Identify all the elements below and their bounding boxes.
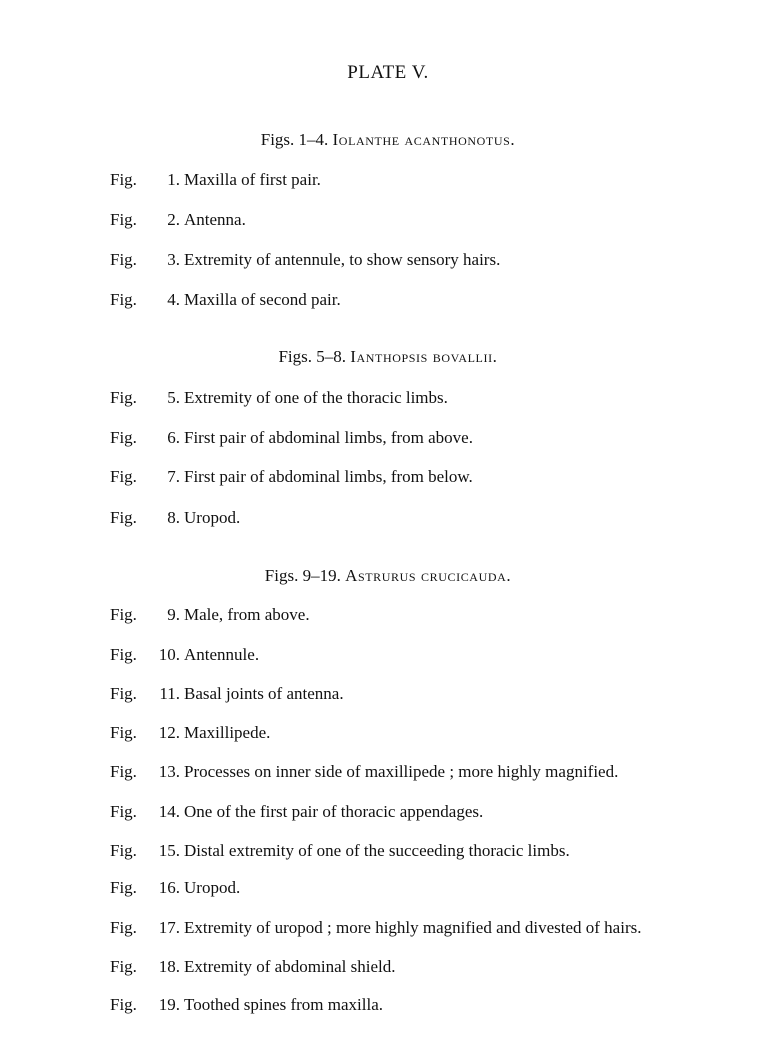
fig-number: 1. xyxy=(167,170,180,189)
fig-caption: Basal joints of antenna. xyxy=(184,684,344,703)
fig-number: 18. xyxy=(158,957,180,976)
fig-caption: Toothed spines from maxilla. xyxy=(184,995,383,1014)
fig-label: Fig. xyxy=(110,762,137,781)
fig-caption: Extremity of antennule, to show sensory hairs. xyxy=(184,250,501,269)
fig-number: 3. xyxy=(167,250,180,269)
fig-caption: Uropod. xyxy=(184,878,241,897)
fig-label: Fig. xyxy=(110,918,137,937)
figure-caption-row xyxy=(110,995,383,1015)
fig-caption: Extremity of uropod ; more highly magnified and divested of hairs. xyxy=(184,918,642,937)
fig-caption: One of the first pair of thoracic appendages. xyxy=(184,802,484,821)
figure-caption-row xyxy=(110,957,396,977)
fig-number: 15. xyxy=(158,841,180,860)
figure-caption-row xyxy=(110,428,473,448)
fig-label: Fig. xyxy=(110,957,137,976)
fig-number: 19. xyxy=(158,995,180,1014)
fig-caption: Antenna. xyxy=(184,210,246,229)
figure-caption-row xyxy=(110,210,246,230)
section-heading-3 xyxy=(0,566,776,586)
figure-caption-row xyxy=(110,841,570,861)
figure-caption-row xyxy=(110,508,240,528)
section-figs-label: Figs. 9–19. xyxy=(264,566,341,585)
fig-caption: Maxilla of second pair. xyxy=(184,290,341,309)
figure-caption-row xyxy=(110,878,240,898)
section-figs-label: Figs. 1–4. xyxy=(260,130,329,149)
section-species-name: Iolanthe acanthonotus. xyxy=(332,130,516,149)
fig-label: Fig. xyxy=(110,841,137,860)
fig-caption: First pair of abdominal limbs, from below. xyxy=(184,467,473,486)
section-heading-1 xyxy=(0,130,776,150)
fig-number: 5. xyxy=(167,388,180,407)
fig-caption: Extremity of abdominal shield. xyxy=(184,957,396,976)
fig-caption: Distal extremity of one of the succeeding thoracic limbs. xyxy=(184,841,570,860)
figure-caption-row xyxy=(110,290,341,310)
fig-label: Fig. xyxy=(110,250,137,269)
fig-label: Fig. xyxy=(110,388,137,407)
figure-caption-row xyxy=(110,605,310,625)
fig-caption: Maxilla of first pair. xyxy=(184,170,321,189)
fig-number: 11. xyxy=(159,684,180,703)
figure-caption-row xyxy=(110,918,641,938)
fig-label: Fig. xyxy=(110,290,137,309)
fig-number: 2. xyxy=(167,210,180,229)
section-figs-label: Figs. 5–8. xyxy=(278,347,346,366)
figure-caption-row xyxy=(110,250,500,270)
section-heading-2 xyxy=(0,347,776,367)
figure-caption-row xyxy=(110,467,473,487)
fig-label: Fig. xyxy=(110,995,137,1014)
fig-caption: Maxillipede. xyxy=(184,723,271,742)
fig-number: 13. xyxy=(158,762,180,781)
fig-caption: Uropod. xyxy=(184,508,241,527)
fig-label: Fig. xyxy=(110,428,137,447)
fig-caption: Male, from above. xyxy=(184,605,310,624)
fig-label: Fig. xyxy=(110,170,137,189)
fig-number: 4. xyxy=(167,290,180,309)
fig-number: 12. xyxy=(158,723,180,742)
fig-label: Fig. xyxy=(110,645,137,664)
fig-label: Fig. xyxy=(110,210,137,229)
fig-caption: Antennule. xyxy=(184,645,260,664)
fig-number: 8. xyxy=(167,508,180,527)
section-species-name: Ianthopsis bovallii. xyxy=(350,347,498,366)
fig-number: 7. xyxy=(167,467,180,486)
fig-number: 16. xyxy=(158,878,180,897)
figure-caption-row xyxy=(110,802,483,822)
figure-caption-row xyxy=(110,723,270,743)
fig-label: Fig. xyxy=(110,723,137,742)
fig-label: Fig. xyxy=(110,878,137,897)
fig-label: Fig. xyxy=(110,467,137,486)
fig-label: Fig. xyxy=(110,802,137,821)
fig-number: 6. xyxy=(167,428,180,447)
figure-caption-row xyxy=(110,645,259,665)
section-species-name: Astrurus crucicauda. xyxy=(345,566,512,585)
fig-caption: First pair of abdominal limbs, from above. xyxy=(184,428,473,447)
figure-caption-row xyxy=(110,684,344,704)
fig-label: Fig. xyxy=(110,684,137,703)
fig-number: 10. xyxy=(158,645,180,664)
fig-label: Fig. xyxy=(110,605,137,624)
fig-caption: Processes on inner side of maxillipede ; more highly magnified. xyxy=(184,762,619,781)
fig-number: 9. xyxy=(167,605,180,624)
figure-caption-row xyxy=(110,388,448,408)
fig-caption: Extremity of one of the thoracic limbs. xyxy=(184,388,448,407)
figure-caption-row xyxy=(110,762,618,782)
fig-number: 14. xyxy=(158,802,180,821)
fig-label: Fig. xyxy=(110,508,137,527)
figure-caption-row xyxy=(110,170,321,190)
fig-number: 17. xyxy=(158,918,180,937)
plate-title: PLATE V. xyxy=(347,62,429,83)
